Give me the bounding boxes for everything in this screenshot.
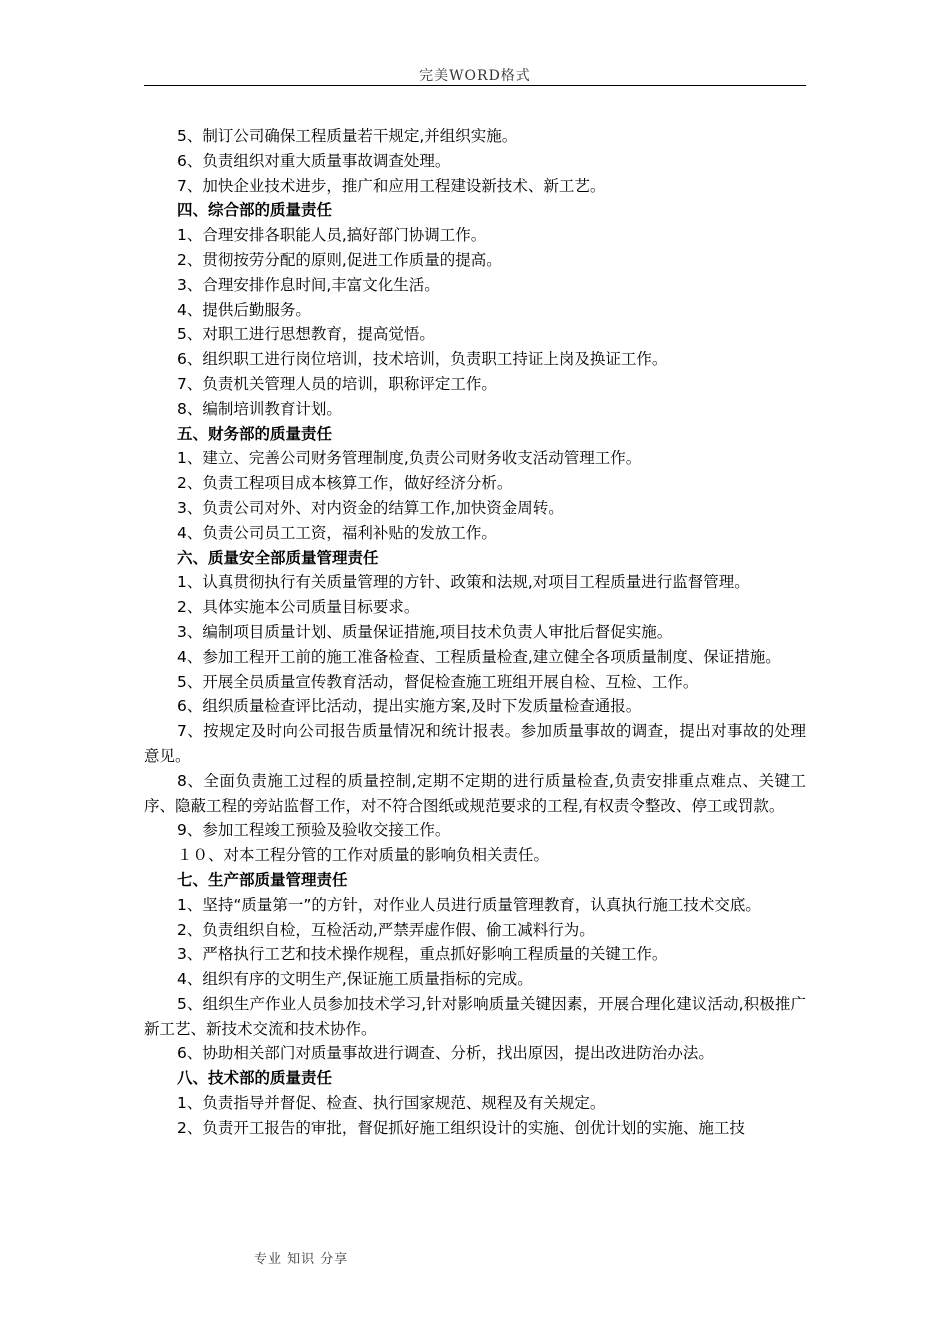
paragraph: 4、组织有序的文明生产,保证施工质量指标的完成。 — [177, 970, 533, 989]
paragraph: 5、对职工进行思想教育，提高觉悟。 — [177, 325, 435, 344]
paragraph: 7、加快企业技术进步，推广和应用工程建设新技术、新工艺。 — [177, 176, 606, 195]
paragraph: 5、制订公司确保工程质量若干规定,并组织实施。 — [177, 127, 518, 145]
paragraph: 7、负责机关管理人员的培训，职称评定工作。 — [177, 374, 497, 393]
paragraph: 2、负责工程项目成本核算工作，做好经济分析。 — [177, 474, 513, 493]
paragraph: 1、建立、完善公司财务管理制度,负责公司财务收支活动管理工作。 — [177, 449, 642, 468]
paragraph: 1、负责指导并督促、检查、执行国家规范、规程及有关规定。 — [177, 1094, 606, 1113]
paragraph: 1、合理安排各职能人员,搞好部门协调工作。 — [177, 226, 487, 245]
paragraph: １０、对本工程分管的工作对质量的影响负相关责任。 — [177, 846, 550, 865]
section-heading: 六、质量安全部质量管理责任 — [177, 548, 379, 567]
paragraph: 7、按规定及时向公司报告质量情况和统计报表。参加质量事故的调查，提出对事故的处理意见。 — [144, 722, 806, 765]
paragraph: 2、贯彻按劳分配的原则,促进工作质量的提高。 — [177, 250, 502, 269]
paragraph: 1、坚持“质量第一”的方针，对作业人员进行质量管理教育，认真执行施工技术交底。 — [177, 895, 761, 914]
paragraph: 4、提供后勤服务。 — [177, 300, 311, 319]
paragraph: 4、负责公司员工工资，福利补贴的发放工作。 — [177, 523, 497, 542]
paragraph: 3、严格执行工艺和技术操作规程，重点抓好影响工程质量的关键工作。 — [177, 945, 668, 964]
paragraph: 2、具体实施本公司质量目标要求。 — [177, 598, 420, 617]
paragraph: 4、参加工程开工前的施工准备检查、工程质量检查,建立健全各项质量制度、保证措施。 — [177, 647, 781, 666]
paragraph: 2、负责组织自检，互检活动,严禁弄虚作假、偷工减料行为。 — [177, 920, 595, 939]
paragraph: 2、负责开工报告的审批，督促抓好施工组织设计的实施、创优计划的实施、施工技 — [177, 1118, 745, 1137]
page-header-title: 完美WORD格式 — [419, 68, 531, 84]
paragraph: 8、全面负责施工过程的质量控制,定期不定期的进行质量检查,负责安排重点难点、关键工序、隐蔽工程的旁站监督工作，对不符合图纸或规范要求的工程,有权责令整改、停工或罚款。 — [144, 771, 806, 815]
section-heading: 八、技术部的质量责任 — [177, 1069, 333, 1088]
paragraph: 9、参加工程竣工预验及验收交接工作。 — [177, 821, 451, 840]
paragraph: 5、开展全员质量宣传教育活动，督促检查施工班组开展自检、互检、工作。 — [177, 672, 699, 691]
paragraph: 8、编制培训教育计划。 — [177, 399, 342, 418]
paragraph: 1、认真贯彻执行有关质量管理的方针、政策和法规,对项目工程质量进行监督管理。 — [177, 573, 750, 592]
document-body — [144, 124, 806, 1141]
section-heading: 七、生产部质量管理责任 — [177, 870, 348, 889]
paragraph: 3、编制项目质量计划、质量保证措施,项目技术负责人审批后督促实施。 — [177, 622, 673, 641]
section-heading: 四、综合部的质量责任 — [177, 201, 333, 220]
paragraph: 3、合理安排作息时间,丰富文化生活。 — [177, 275, 440, 294]
paragraph: 6、协助相关部门对质量事故进行调查、分析，找出原因，提出改进防治办法。 — [177, 1044, 714, 1063]
paragraph: 6、负责组织对重大质量事故调查处理。 — [177, 151, 451, 170]
paragraph: 3、负责公司对外、对内资金的结算工作,加快资金周转。 — [177, 498, 564, 517]
paragraph: 6、组织职工进行岗位培训，技术培训，负责职工持证上岗及换证工作。 — [177, 350, 668, 369]
page-footer-text: 专业 知识 分享 — [254, 1252, 349, 1267]
paragraph: 5、组织生产作业人员参加技术学习,针对影响质量关键因素，开展合理化建议活动,积极推广新工艺、新技术交流和技术协作。 — [144, 994, 806, 1038]
section-heading: 五、财务部的质量责任 — [177, 424, 333, 443]
paragraph: 6、组织质量检查评比活动，提出实施方案,及时下发质量检查通报。 — [177, 697, 642, 716]
header-divider — [144, 85, 806, 86]
